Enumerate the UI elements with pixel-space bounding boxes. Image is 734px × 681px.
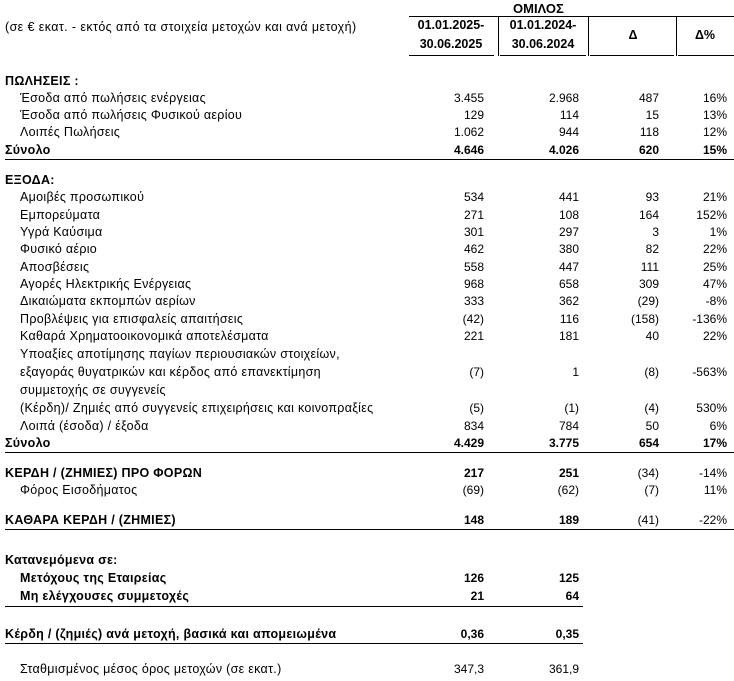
table-row xyxy=(0,400,734,417)
row-label: εξαγοράς θυγατρικών και κέρδος από επανεκτίμηση xyxy=(20,365,321,379)
value-delta: 15 xyxy=(645,108,659,122)
column-header-delta-pct: Δ% xyxy=(694,28,716,42)
value-delta-pct: -563% xyxy=(692,365,727,379)
value-delta: 93 xyxy=(645,190,659,204)
value-2024: (62) xyxy=(557,483,579,497)
row-label: Φόρος Εισοδήματος xyxy=(20,483,138,497)
row-label: ΠΩΛΗΣΕΙΣ : xyxy=(5,74,79,88)
value-delta-pct: -14% xyxy=(698,466,727,480)
table-row xyxy=(0,73,734,90)
table-row xyxy=(0,207,734,224)
column-header-2024-end: 30.06.2024 xyxy=(511,37,575,51)
eps-rule xyxy=(5,643,583,644)
value-2024: 2.968 xyxy=(548,91,579,105)
row-label: Κέρδη / (ζημιές) ανά μετοχή, βασικά και απομειωμένα xyxy=(5,627,337,641)
value-2025: 4.429 xyxy=(453,436,484,450)
table-row xyxy=(0,124,734,141)
value-delta-pct: 13% xyxy=(702,108,727,122)
column-header-delta: Δ xyxy=(628,28,638,42)
value-2024: 125 xyxy=(558,571,579,585)
value-delta-pct: -8% xyxy=(705,294,727,308)
group-title: ΟΜΙΛΟΣ xyxy=(513,1,564,16)
value-delta: (8) xyxy=(644,365,659,379)
table-row xyxy=(0,418,734,435)
value-2025: (69) xyxy=(462,483,484,497)
value-delta: 164 xyxy=(638,208,659,222)
value-2024: 251 xyxy=(558,466,579,480)
table-row xyxy=(0,512,734,529)
value-2025: 834 xyxy=(463,419,484,433)
header-underline xyxy=(500,55,586,56)
row-label: Σύνολο xyxy=(5,143,51,157)
table-row xyxy=(0,626,734,643)
value-delta-pct: 11% xyxy=(703,483,727,497)
value-2024: 114 xyxy=(559,108,579,122)
value-2025: 217 xyxy=(463,466,484,480)
value-2024: 64 xyxy=(565,589,579,603)
value-2025: 221 xyxy=(463,329,484,343)
value-2024: 108 xyxy=(558,208,579,222)
table-row xyxy=(0,661,734,678)
value-2025: 968 xyxy=(463,277,484,291)
value-delta: (41) xyxy=(637,513,659,527)
value-2025: 4.646 xyxy=(453,143,484,157)
value-2024: 784 xyxy=(558,419,579,433)
row-label: Εμπορεύματα xyxy=(20,208,101,222)
value-2025: 129 xyxy=(463,108,484,122)
table-row xyxy=(0,90,734,107)
value-delta-pct: 530% xyxy=(696,401,727,415)
value-delta: (158) xyxy=(630,312,659,326)
column-header-2025 xyxy=(408,16,494,54)
row-label: ΚΕΡΔΗ / (ΖΗΜΙΕΣ) ΠΡΟ ΦΟΡΩΝ xyxy=(5,466,203,480)
value-delta-pct: 21% xyxy=(702,190,727,204)
column-header-2024-start: 01.01.2024- xyxy=(509,18,577,32)
header-underline xyxy=(409,55,494,56)
units-note: (σε € εκατ. - εκτός από τα στοιχεία μετοχών και ανά μετοχή) xyxy=(5,20,357,34)
total-rule xyxy=(5,452,734,453)
allocation-rule xyxy=(5,606,583,607)
net-profit-rule xyxy=(5,529,734,530)
value-delta-pct: 16% xyxy=(702,91,727,105)
value-2024: 189 xyxy=(558,513,579,527)
value-2025: 271 xyxy=(463,208,484,222)
table-row xyxy=(0,172,734,189)
value-delta: (29) xyxy=(637,294,659,308)
header-underline xyxy=(590,55,674,56)
value-2025: 126 xyxy=(463,571,484,585)
value-delta-pct: 47% xyxy=(702,277,727,291)
value-2024: 361,9 xyxy=(548,662,579,676)
value-2025: 3.455 xyxy=(453,91,484,105)
column-header-2024 xyxy=(500,16,586,54)
table-row xyxy=(0,107,734,124)
value-delta-pct: -22% xyxy=(698,513,727,527)
value-delta: (4) xyxy=(644,401,659,415)
table-row xyxy=(0,241,734,258)
value-delta: 82 xyxy=(645,242,659,256)
total-rule xyxy=(5,159,734,160)
value-2025: 1.062 xyxy=(453,125,484,139)
value-2024: 362 xyxy=(558,294,579,308)
row-label: Φυσικό αέριο xyxy=(20,242,98,256)
row-label: Αγορές Ηλεκτρικής Ενέργειας xyxy=(20,277,192,291)
value-2025: 21 xyxy=(470,589,484,603)
row-label: Δικαιώματα εκπομπών αερίων xyxy=(20,294,196,308)
value-2025: (42) xyxy=(462,312,484,326)
row-label: Καθαρά Χρηματοοικονομικά αποτελέσματα xyxy=(20,329,269,343)
value-2024: 441 xyxy=(558,190,579,204)
value-delta: 620 xyxy=(638,143,659,157)
row-label: Υγρά Καύσιμα xyxy=(20,225,103,239)
value-delta-pct: 25% xyxy=(702,260,727,274)
table-row xyxy=(0,382,734,399)
value-delta: 40 xyxy=(645,329,659,343)
value-2024: (1) xyxy=(564,401,579,415)
row-label: ΚΑΘΑΡΑ ΚΕΡΔΗ / (ΖΗΜΙΕΣ) xyxy=(5,513,176,527)
value-2025: 333 xyxy=(463,294,484,308)
value-delta-pct: 12% xyxy=(702,125,727,139)
table-row xyxy=(0,570,734,587)
table-row xyxy=(0,142,734,159)
value-2024: 4.026 xyxy=(548,143,579,157)
value-2024: 447 xyxy=(558,260,579,274)
row-label: Έσοδα από πωλήσεις ενέργειας xyxy=(20,91,206,105)
table-row xyxy=(0,311,734,328)
header-divider xyxy=(676,16,677,56)
value-delta-pct: 15% xyxy=(702,143,727,157)
table-row xyxy=(0,552,734,569)
value-2025: 148 xyxy=(463,513,484,527)
table-row xyxy=(0,276,734,293)
row-label: Λοιπά (έσοδα) / έξοδα xyxy=(20,419,149,433)
value-delta-pct: 6% xyxy=(709,419,727,433)
value-2024: 3.775 xyxy=(548,436,579,450)
value-delta-pct: -136% xyxy=(692,312,727,326)
table-row xyxy=(0,364,734,381)
column-header-2025-start: 01.01.2025- xyxy=(417,18,485,32)
row-label: Έσοδα από πωλήσεις Φυσικού αερίου xyxy=(20,108,243,122)
value-2024: 944 xyxy=(558,125,579,139)
value-2025: 347,3 xyxy=(453,662,484,676)
row-label: Σύνολο xyxy=(5,436,51,450)
value-2024: 297 xyxy=(558,225,579,239)
value-2024: 1 xyxy=(572,365,579,379)
row-label: Λοιπές Πωλήσεις xyxy=(20,125,121,139)
table-row xyxy=(0,588,734,605)
row-label: Σταθμισμένος μέσος όρος μετοχών (σε εκατ.) xyxy=(20,662,282,676)
value-delta-pct: 1% xyxy=(709,225,727,239)
value-2025: 558 xyxy=(463,260,484,274)
row-label: Προβλέψεις για επισφαλείς απαιτήσεις xyxy=(20,312,244,326)
table-row xyxy=(0,465,734,482)
value-delta-pct: 17% xyxy=(702,436,727,450)
row-label: ΕΞΟΔΑ: xyxy=(5,173,55,187)
value-2024: 658 xyxy=(558,277,579,291)
table-row xyxy=(0,346,734,363)
row-label: Υποαξίες αποτίμησης παγίων περιουσιακών στοιχείων, xyxy=(20,347,340,361)
value-delta: (34) xyxy=(637,466,659,480)
value-delta: 50 xyxy=(645,419,659,433)
value-2025: 534 xyxy=(463,190,484,204)
value-2024: 116 xyxy=(559,312,579,326)
row-label: Αποσβέσεις xyxy=(20,260,90,274)
value-2025: 0,36 xyxy=(460,627,484,641)
value-delta: 309 xyxy=(638,277,659,291)
header-divider xyxy=(498,16,499,56)
row-label: Μη ελέγχουσες συμμετοχές xyxy=(20,589,190,603)
row-label: Μετόχους της Εταιρείας xyxy=(20,571,167,585)
row-label: (Κέρδη)/ Ζημιές από συγγενείς επιχειρήσεις και κοινοπραξίες xyxy=(20,401,374,415)
value-delta-pct: 22% xyxy=(702,242,727,256)
value-delta: 654 xyxy=(638,436,659,450)
value-2025: 462 xyxy=(463,242,484,256)
value-delta: (7) xyxy=(644,483,659,497)
value-2025: (7) xyxy=(469,365,484,379)
value-delta: 3 xyxy=(652,225,659,239)
value-2025: 301 xyxy=(463,225,484,239)
value-delta-pct: 22% xyxy=(702,329,727,343)
row-label: Κατανεμόμενα σε: xyxy=(5,553,118,567)
value-delta-pct: 152% xyxy=(696,208,727,222)
column-header-2025-end: 30.06.2025 xyxy=(419,37,483,51)
table-row xyxy=(0,189,734,206)
value-delta: 118 xyxy=(639,125,659,139)
header-underline xyxy=(678,55,734,56)
table-row xyxy=(0,482,734,499)
table-row xyxy=(0,328,734,345)
value-delta: 487 xyxy=(638,91,659,105)
row-label: Αμοιβές προσωπικού xyxy=(20,190,145,204)
table-row xyxy=(0,435,734,452)
value-delta: 111 xyxy=(640,260,659,274)
table-row xyxy=(0,259,734,276)
value-2024: 181 xyxy=(558,329,579,343)
value-2024: 0,35 xyxy=(555,627,579,641)
row-label: συμμετοχής σε συγγενείς xyxy=(20,383,166,397)
table-row xyxy=(0,293,734,310)
value-2025: (5) xyxy=(469,401,484,415)
value-2024: 380 xyxy=(558,242,579,256)
header-divider xyxy=(588,16,589,56)
table-row xyxy=(0,224,734,241)
